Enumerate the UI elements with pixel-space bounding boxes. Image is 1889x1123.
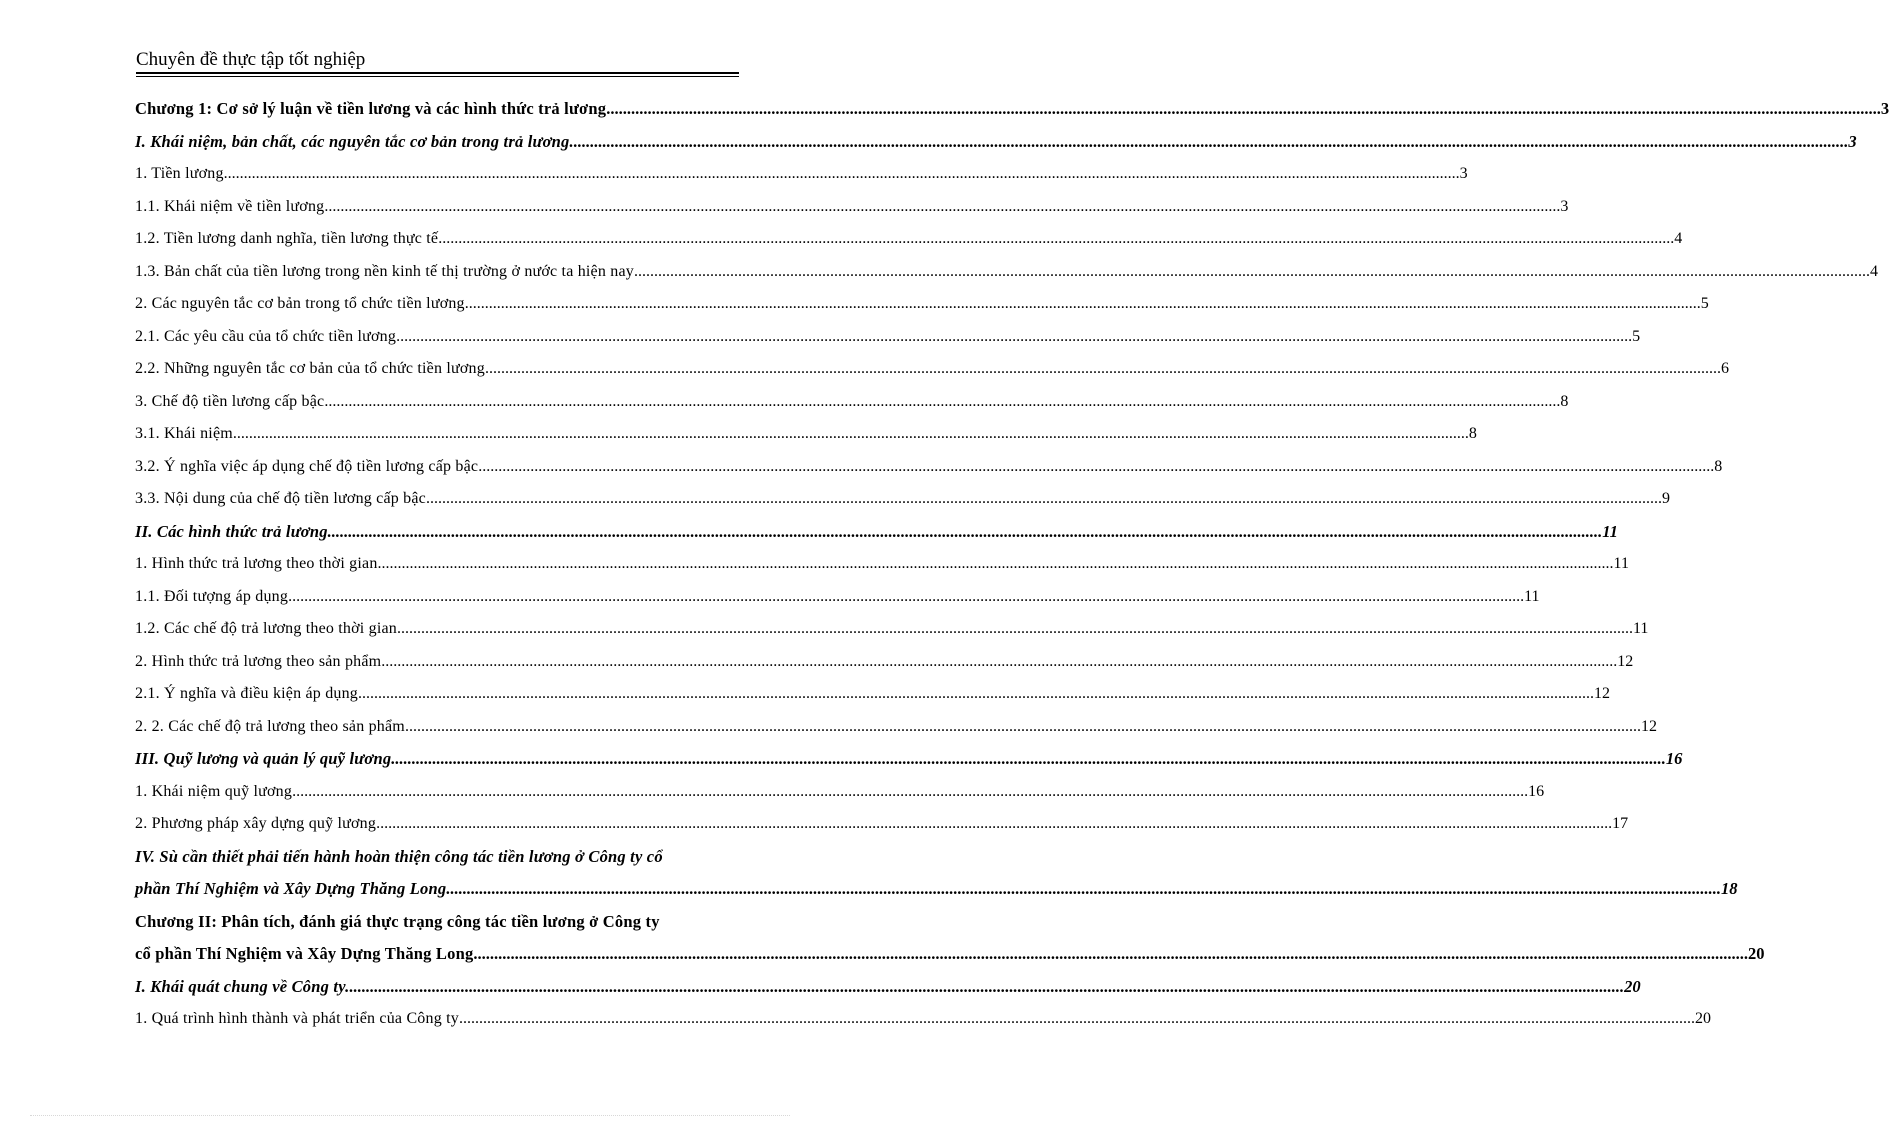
toc-entry — [135, 93, 1889, 126]
toc-leader-dots — [328, 516, 1603, 549]
toc-leader-dots — [426, 483, 1662, 516]
toc-entry-title: 3. Chế độ tiền lương cấp bậc — [135, 392, 325, 410]
toc-entry — [135, 353, 1729, 386]
toc-page-number: 12 — [1617, 652, 1634, 670]
toc-page-number: 8 — [1714, 457, 1723, 475]
toc-page-number: 18 — [1720, 879, 1738, 898]
toc-page-number: 5 — [1700, 295, 1709, 312]
toc-entry — [135, 223, 1683, 256]
toc-entry-title: 2.1. Các yêu cầu của tổ chức tiền lương — [135, 327, 397, 345]
toc-leader-dots — [376, 808, 1612, 841]
header-rule-thin — [136, 76, 739, 77]
toc-entry-title: 1.1. Đối tượng áp dụng — [135, 587, 289, 605]
toc-entry — [135, 418, 1477, 451]
toc-entry — [135, 386, 1569, 419]
table-of-contents — [135, 93, 1889, 1036]
toc-leader-dots — [634, 256, 1870, 289]
toc-entry — [135, 613, 1649, 646]
toc-entry-title: IV. Sù cần thiết phải tiến hành hoàn thiện công tác tiền lương ở Công ty cổ — [135, 846, 663, 866]
toc-entry-title: I. Khái niệm, bản chất, các nguyên tắc cơ bản trong trả lương. — [135, 131, 574, 151]
header-title: Chuyên đề thực tập tốt nghiệp — [136, 49, 366, 70]
toc-page-number: 8 — [1560, 392, 1569, 410]
toc-page-number: 20 — [1694, 1010, 1711, 1027]
toc-leader-dots — [473, 938, 1748, 971]
toc-leader-dots — [574, 126, 1849, 159]
toc-page-number: 11 — [1524, 587, 1540, 605]
toc-entry — [135, 743, 1683, 776]
toc-page-number: 9 — [1661, 490, 1670, 507]
toc-entry-title: 3.1. Khái niệm — [135, 425, 233, 442]
toc-leader-dots — [446, 873, 1721, 906]
toc-entry — [135, 1003, 1711, 1036]
toc-leader-dots — [288, 581, 1524, 614]
toc-entry — [135, 516, 1618, 549]
toc-entry-title: II. Các hình thức trả lương — [135, 521, 328, 541]
toc-leader-dots — [224, 158, 1460, 191]
page-header — [136, 49, 739, 71]
toc-page-number: 3 — [1880, 99, 1889, 118]
toc-leader-dots — [381, 646, 1617, 679]
toc-leader-dots — [465, 288, 1701, 321]
toc-leader-dots — [478, 451, 1714, 484]
toc-entry — [135, 906, 740, 939]
toc-leader-dots — [378, 548, 1614, 581]
header-rule-thick — [136, 72, 739, 74]
toc-page-number: 6 — [1720, 360, 1729, 377]
toc-entry — [135, 808, 1629, 841]
toc-leader-dots — [324, 191, 1560, 224]
toc-leader-dots — [358, 678, 1594, 711]
toc-entry — [135, 548, 1629, 581]
toc-page-number: 8 — [1468, 425, 1477, 442]
toc-entry — [135, 256, 1878, 289]
toc-entry-title: 1.3. Bản chất của tiền lương trong nền kinh tế thị trường ở nước ta hiện nay — [135, 262, 634, 280]
toc-entry-title: 1. Tiền lương — [135, 165, 224, 182]
toc-entry — [135, 873, 1738, 906]
page-footer-divider — [30, 1115, 790, 1116]
toc-page-number: 12 — [1640, 717, 1657, 735]
toc-entry-title: 3.3. Nội dung của chế độ tiền lương cấp bậc — [135, 490, 426, 507]
toc-page-number: 20 — [1624, 976, 1641, 996]
toc-entry-title: 2. Các nguyên tắc cơ bản trong tổ chức tiền lương — [135, 295, 465, 312]
toc-page-number: 11 — [1602, 521, 1618, 541]
toc-entry-title: I. Khái quát chung về Công ty. — [135, 976, 350, 996]
toc-entry-title: Chương II: Phân tích, đánh giá thực trạng công tác tiền lương ở Công ty — [135, 911, 660, 931]
toc-page-number: 4 — [1674, 230, 1683, 247]
toc-entry — [135, 126, 1857, 159]
toc-entry — [135, 646, 1634, 679]
toc-entry-title: III. Quỹ lương và quản lý quỹ lương — [135, 749, 392, 768]
toc-entry-title: cổ phần Thí Nghiệm và Xây Dựng Thăng Long — [135, 944, 474, 963]
toc-entry-title: 1. Quá trình hình thành và phát triển của Công ty — [135, 1010, 459, 1027]
toc-entry — [135, 678, 1610, 711]
toc-leader-dots — [606, 93, 1881, 126]
toc-leader-dots — [396, 321, 1632, 354]
toc-entry — [135, 711, 1657, 744]
toc-page-number: 16 — [1528, 782, 1545, 800]
toc-entry-title: 1.2. Các chế độ trả lương theo thời gian — [135, 620, 397, 637]
toc-entry — [135, 288, 1709, 321]
toc-leader-dots — [324, 386, 1560, 419]
toc-page-number: 11 — [1613, 555, 1629, 572]
toc-entry-title: phần Thí Nghiệm và Xây Dựng Thăng Long — [135, 879, 447, 898]
toc-page-number: 11 — [1632, 620, 1649, 637]
toc-entry — [135, 938, 1765, 971]
toc-entry-title: 3.2. Ý nghĩa việc áp dụng chế độ tiền lương cấp bậc — [135, 457, 479, 475]
toc-leader-dots — [485, 353, 1721, 386]
toc-entry — [135, 971, 1641, 1004]
toc-entry-title: 1. Hình thức trả lương theo thời gian — [135, 555, 378, 572]
toc-entry-title: 2.2. Những nguyên tắc cơ bản của tổ chức tiền lương — [135, 360, 485, 377]
toc-leader-dots — [292, 776, 1528, 809]
toc-entry — [135, 321, 1641, 354]
toc-entry — [135, 841, 740, 874]
toc-entry-title: 2. Hình thức trả lương theo sản phẩm — [135, 652, 382, 670]
toc-leader-dots — [405, 711, 1641, 744]
toc-page-number: 3 — [1560, 197, 1569, 215]
toc-entry-title: 2. 2. Các chế độ trả lương theo sản phẩm — [135, 717, 405, 735]
toc-entry-title: 1.1. Khái niệm về tiền lương — [135, 197, 325, 215]
toc-leader-dots — [391, 743, 1666, 776]
toc-entry — [135, 776, 1545, 809]
toc-entry-title: 2. Phương pháp xây dựng quỹ lương — [135, 815, 377, 832]
toc-page-number: 3 — [1459, 165, 1468, 182]
toc-page-number: 4 — [1869, 262, 1878, 280]
toc-entry-title: 1. Khái niệm quỹ lương — [135, 782, 293, 800]
toc-leader-dots — [438, 223, 1674, 256]
toc-leader-dots — [349, 971, 1624, 1004]
toc-page-number: 5 — [1632, 327, 1641, 345]
toc-entry — [135, 451, 1723, 484]
toc-entry-title: Chương 1: Cơ sở lý luận về tiền lương và các hình thức trả lương — [135, 99, 607, 118]
toc-leader-dots — [233, 418, 1469, 451]
toc-entry — [135, 158, 1468, 191]
toc-page-number: 17 — [1612, 815, 1629, 832]
toc-entry — [135, 483, 1670, 516]
toc-entry-title: 1.2. Tiền lương danh nghĩa, tiền lương thực tế — [135, 230, 439, 247]
toc-entry — [135, 191, 1569, 224]
toc-entry — [135, 581, 1540, 614]
toc-page-number: 12 — [1594, 685, 1610, 702]
toc-leader-dots — [397, 613, 1633, 646]
toc-page-number: 16 — [1665, 749, 1683, 768]
toc-page-number: 20 — [1748, 944, 1765, 963]
toc-leader-dots — [459, 1003, 1695, 1036]
toc-entry-title: 2.1. Ý nghĩa và điều kiện áp dụng — [135, 685, 358, 702]
toc-page-number: 3 — [1848, 131, 1857, 151]
